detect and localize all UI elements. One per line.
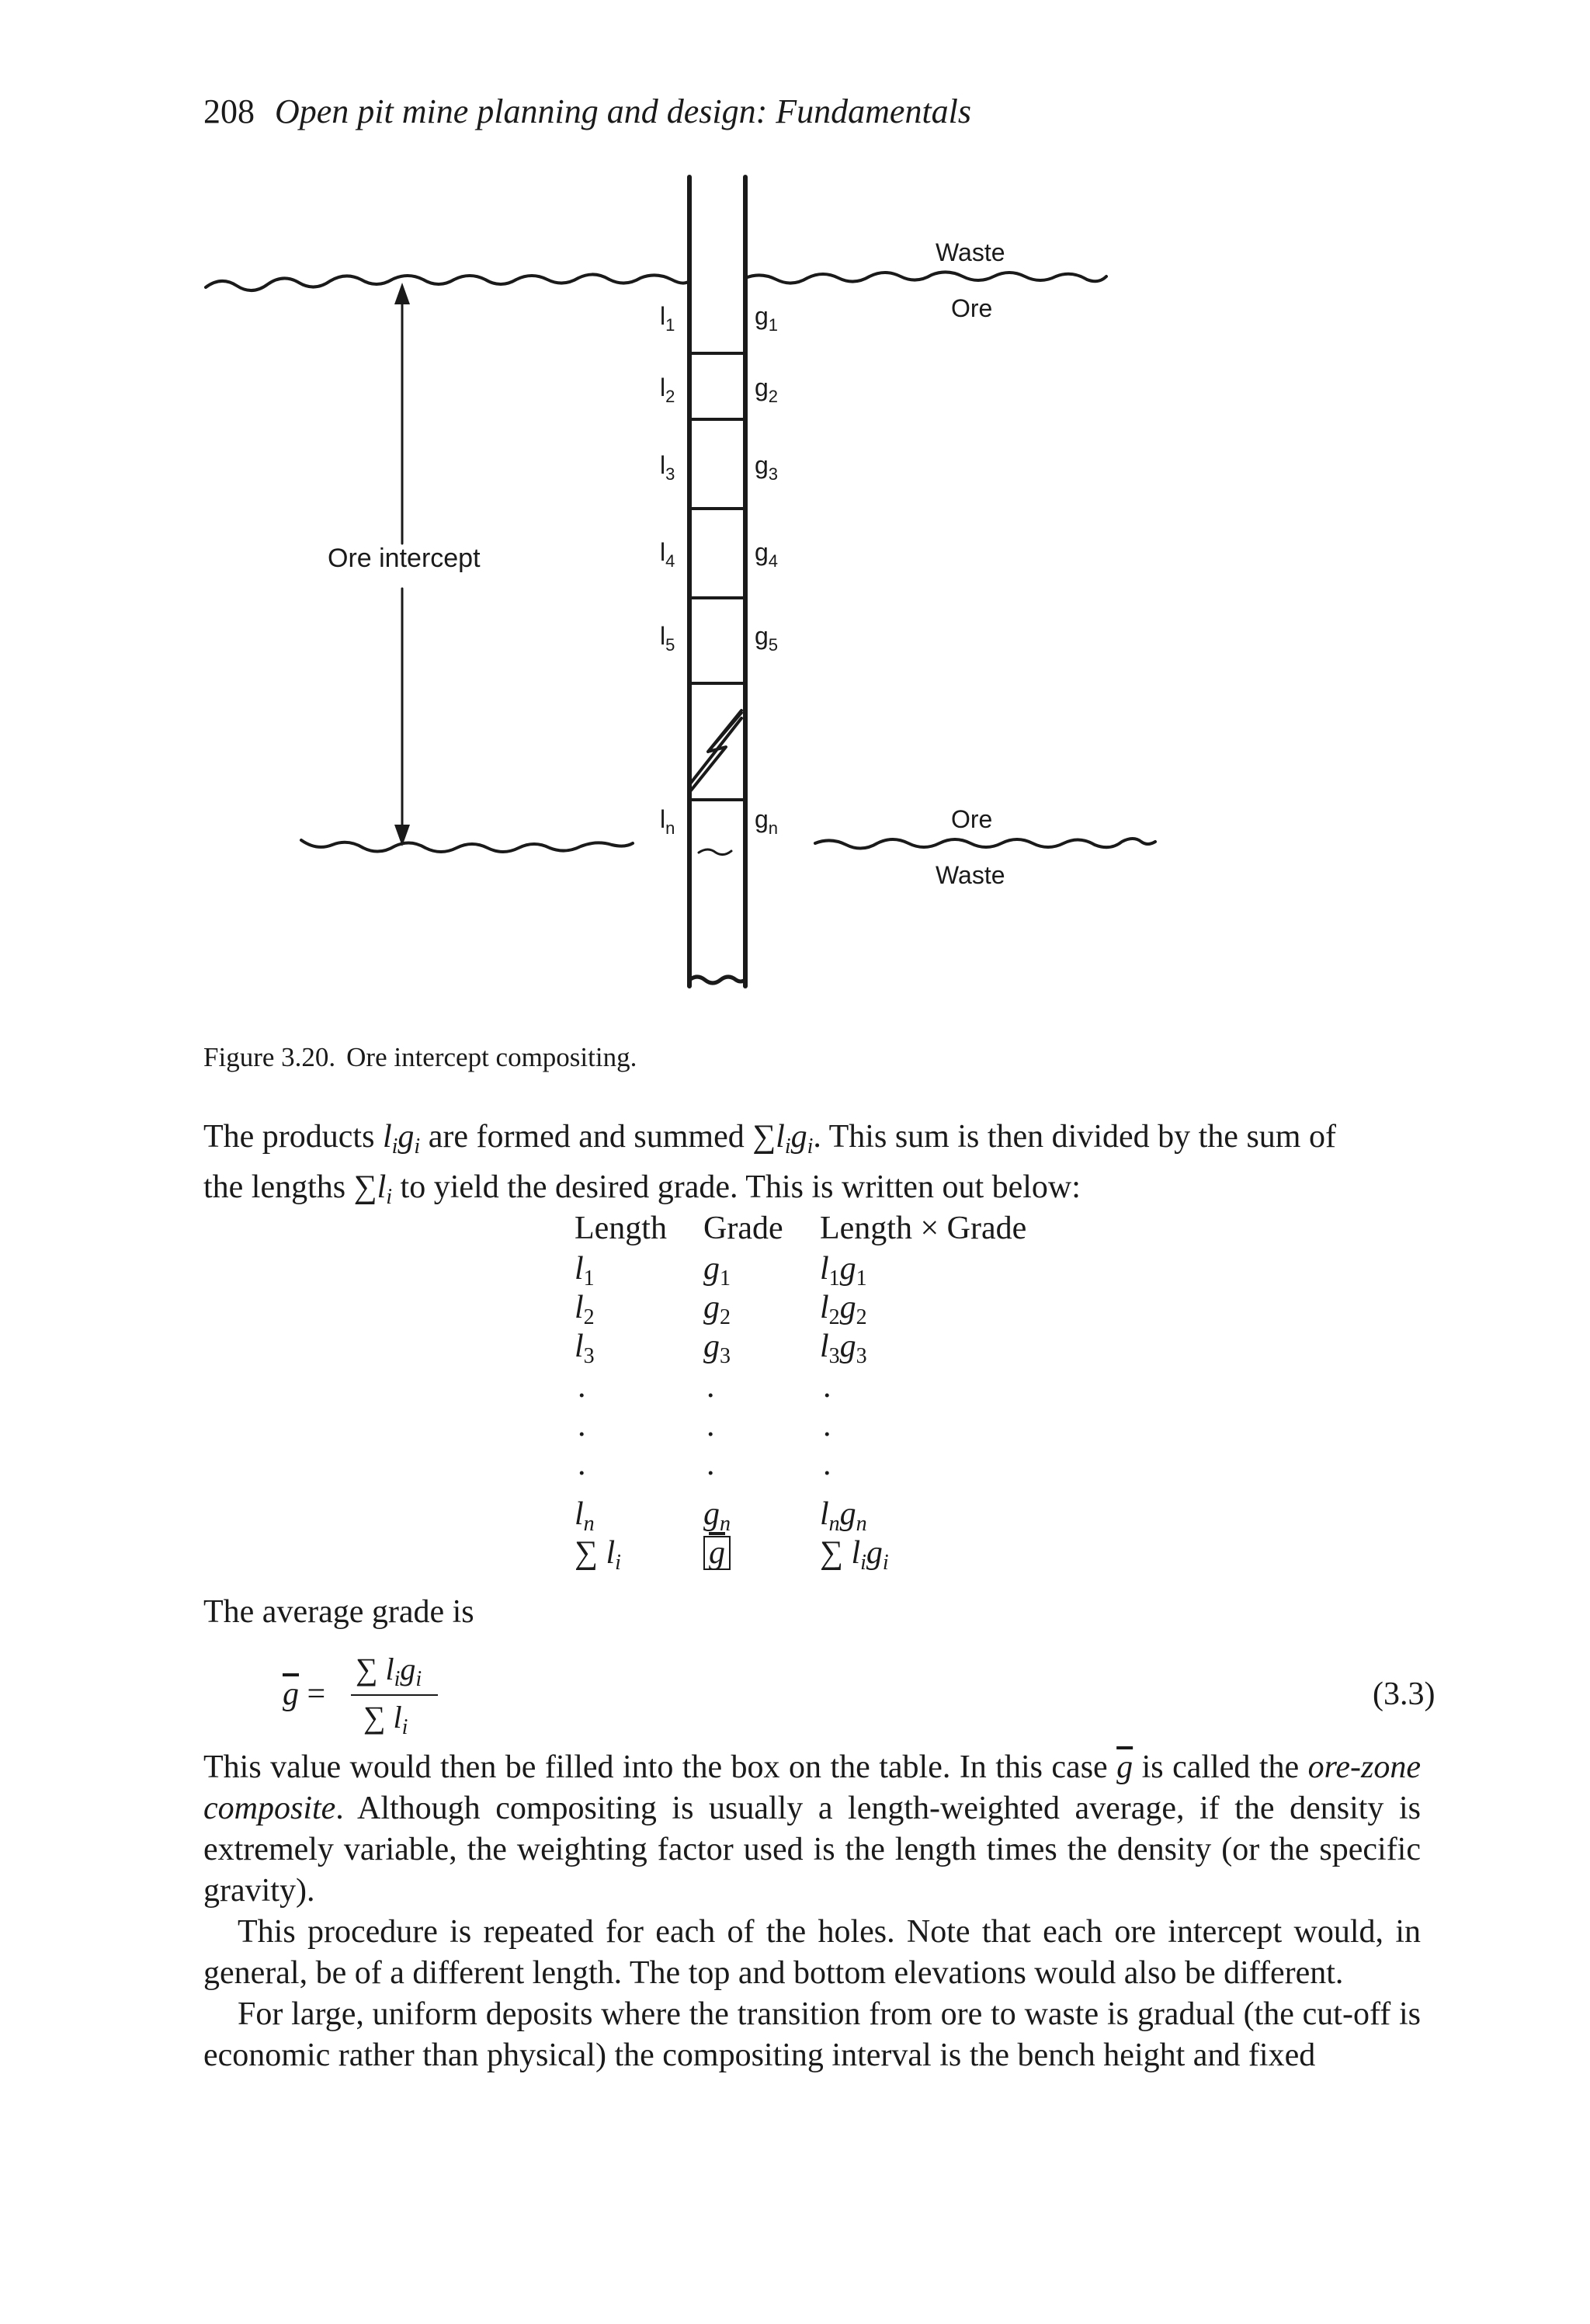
ellipsis-dot: . bbox=[706, 1369, 715, 1405]
ore-label-bottom: Ore bbox=[951, 805, 993, 833]
ellipsis-dot: . bbox=[578, 1447, 586, 1482]
table-cell: g1 bbox=[703, 1251, 731, 1291]
waste-label-top: Waste bbox=[936, 238, 1005, 266]
length-label: $l_n$ bbox=[660, 805, 675, 838]
col-header-product: Length × Grade bbox=[820, 1211, 1027, 1246]
intro-paragraph: The products $l_ig_i$ are formed and summed $\sum l_ig_i$. This sum is then divided by the sum of the lengths $\sum l_i$ to yield the desired grade. This is written out below: bbox=[203, 1119, 1336, 1209]
length-label: $l_3$ bbox=[660, 451, 675, 484]
bottom-contact-line bbox=[301, 840, 633, 852]
ellipsis-dot: . bbox=[823, 1408, 831, 1443]
table-cell: l3 bbox=[575, 1329, 595, 1368]
grade-label: $g_2$ bbox=[755, 373, 779, 406]
break-symbol bbox=[691, 710, 741, 790]
sum-products-cell: ∑ $l_ig_i$ bbox=[820, 1535, 889, 1575]
table-cell: $g_n$ bbox=[703, 1496, 731, 1536]
body-paragraph: This procedure is repeated for each of the holes. Note that each ore intercept would, in general, be of a different length. The top and bottom elevations would also be different. bbox=[203, 1914, 1421, 1991]
top-contact-line bbox=[206, 274, 689, 290]
figure-caption bbox=[203, 1042, 637, 1073]
top-contact-line-right bbox=[745, 272, 1106, 283]
grade-label: $g_n$ bbox=[755, 805, 779, 838]
grade-label: $g_3$ bbox=[755, 451, 779, 484]
body-paragraph: This value would then be filled into the box on the table. In this case $\overline{g}$ is called the ore-zone composite. Although compositing is usually a length-weighted average, if the density is extremely variable, the weighting factor used is the length times the density (or the specific gravity). bbox=[203, 1749, 1421, 1909]
grade-label: $g_1$ bbox=[755, 302, 779, 335]
bottom-contact-line-right bbox=[815, 839, 1155, 849]
caption-label: Figure 3.20. bbox=[203, 1042, 336, 1072]
ellipsis-dot: . bbox=[823, 1447, 831, 1482]
col-header-grade: Grade bbox=[703, 1211, 783, 1246]
length-label: $l_5$ bbox=[660, 622, 675, 655]
hole-bottom bbox=[689, 977, 745, 983]
table-cell: l1g1 bbox=[820, 1251, 867, 1291]
ellipsis-dot: . bbox=[706, 1447, 715, 1482]
table-cell: $l_ng_n$ bbox=[820, 1496, 867, 1536]
table-cell: $l_n$ bbox=[575, 1496, 595, 1536]
waste-label-bottom: Waste bbox=[936, 861, 1005, 889]
ellipsis-dot: . bbox=[706, 1408, 715, 1443]
book-title: Open pit mine planning and design: Fundamentals bbox=[275, 92, 972, 130]
ellipsis-dot: . bbox=[578, 1369, 586, 1405]
ore-label-top: Ore bbox=[951, 294, 993, 322]
length-label: $l_2$ bbox=[660, 373, 675, 406]
ellipsis-dot: . bbox=[823, 1369, 831, 1405]
sum-lengths-cell: ∑ $l_i$ bbox=[575, 1535, 621, 1575]
average-grade-label: The average grade is bbox=[203, 1594, 474, 1630]
page-number: 208 bbox=[203, 92, 255, 130]
length-label: $l_1$ bbox=[660, 302, 675, 335]
length-label: $l_4$ bbox=[660, 538, 675, 571]
table-cell: l3g3 bbox=[820, 1329, 867, 1368]
arrowhead-up bbox=[394, 283, 410, 304]
grade-label: $g_5$ bbox=[755, 622, 779, 655]
break-wiggle bbox=[699, 849, 731, 855]
ore-intercept-label: Ore intercept bbox=[328, 544, 481, 573]
table-cell: g3 bbox=[703, 1329, 731, 1368]
ellipsis-dot: . bbox=[578, 1408, 586, 1443]
table-cell: l2 bbox=[575, 1290, 595, 1329]
caption-text: Ore intercept compositing. bbox=[346, 1042, 637, 1072]
average-grade-box: $\overline{g}$ bbox=[703, 1534, 731, 1572]
equation-number: (3.3) bbox=[1373, 1676, 1436, 1712]
table-cell: g2 bbox=[703, 1290, 731, 1329]
table-cell: l2g2 bbox=[820, 1290, 867, 1329]
table-cell: l1 bbox=[575, 1251, 595, 1291]
ore-intercept-figure bbox=[0, 0, 1590, 1040]
body-paragraph: For large, uniform deposits where the transition from ore to waste is gradual (the cut-off is economic rather than physical) the compositing interval is the bench height and fixed bbox=[203, 1996, 1421, 2073]
col-header-length: Length bbox=[575, 1211, 667, 1246]
grade-label: $g_4$ bbox=[755, 538, 779, 571]
